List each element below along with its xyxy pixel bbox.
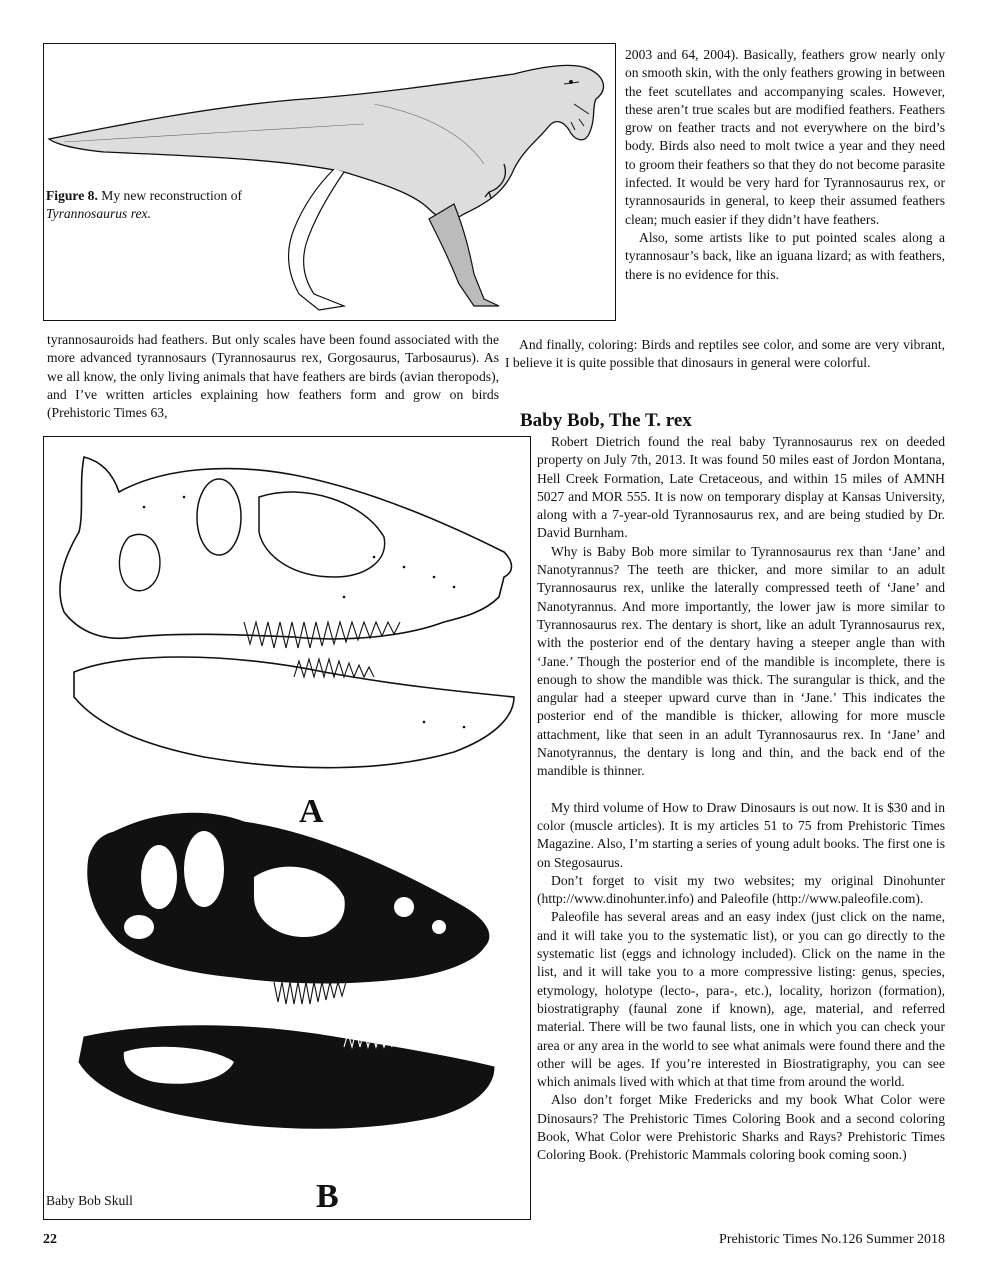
- paragraph-paleofile: Paleofile has several areas and an easy index (just click on the name, and it will take you to the systematic list), or you can go directly to the systematic list (eggs and ichnology included). Click on the name in the list, and it will take you to a more compressive listing: genus, species, etymology, holotype (lecto-, para-, etc.), locality, horizon (formation), biostratigraphy (faunal zone if known), age, material, and referred material. There will be two faunal lists, one in which you can check your area or any area in the world to see what animals were found there and the other will be ages. If you’re interested in Biostratigraphy, you can see which animals lived with which at that time from around the world.: [537, 909, 945, 1090]
- section-heading: Baby Bob, The T. rex: [520, 410, 692, 431]
- figure-8-caption-text: My new reconstruction of: [101, 188, 243, 203]
- skull-figure-box: [43, 436, 531, 1220]
- figure-8-caption: [46, 187, 298, 224]
- paragraph-discovery: Robert Dietrich found the real baby Tyrannosaurus rex on deeded property on July 7th, 2013. It was found 50 miles east of Jordon Montana, Hell Creek Formation, Late Cretaceous, and within 15 miles of AMNH 5027 and MOR 555. It is now on temporary display at Kansas University, along with a 7-year-old Tyrannosaurus rex, and are being studied by Dr. David Burnham.: [537, 434, 945, 541]
- paragraph-coloring-books: Also don’t forget Mike Fredericks and my book What Color were Dinosaurs? The Prehistoric Times Coloring Book and a second coloring Book, What Color were Prehistoric Sharks and Rays? Prehistoric Times Coloring Book. (Prehistoric Mammals coloring book coming soon.): [537, 1092, 945, 1163]
- skull-a-drawing: [60, 457, 514, 768]
- skull-illustrations: [44, 437, 529, 1217]
- label-a: A: [299, 793, 324, 830]
- right-body-text: [537, 433, 945, 1165]
- paragraph-coloring: And finally, coloring: Birds and reptiles see color, and some are very vibrant, I believe it is quite possible that dinosaurs in general were colorful.: [505, 337, 945, 371]
- right-mid-text: [505, 336, 945, 373]
- paragraph-books: My third volume of How to Draw Dinosaurs is out now. It is $30 and in color (muscle articles). It is my articles 51 to 75 from Prehistoric Times Magazine. Also, I’m starting a series of young adult books. The first one is on Stegosaurus.: [537, 799, 945, 870]
- right-top-text: [625, 46, 945, 284]
- figure-8-box: [43, 43, 616, 321]
- figure-8-label: Figure 8.: [46, 188, 98, 203]
- paragraph-websites: Don’t forget to visit my two websites; my original Dinohunter (http://www.dinohunter.info) and Paleofile (http://www.paleofile.com).: [537, 872, 945, 907]
- page-number: 22: [43, 1232, 57, 1247]
- paragraph-scales: Also, some artists like to put pointed scales along a tyrannosaur’s back, like an iguana lizard; as with feathers, there is no evidence for this.: [625, 229, 945, 282]
- skull-b-drawing: [79, 813, 494, 1128]
- paragraph-feathers: 2003 and 64, 2004). Basically, feathers grow nearly only on smooth skin, with the only feathers growing in between the feet scutellates and accompanying scales. However, these aren’t true scales but are modified feathers. Feathers grow on feather tracts and not everywhere on the bird’s body. Birds also need to molt twice a year and they need to groom their feathers so that they do not become parasite infected. It would be very hard for Tyrannosaurus rex, or tyrannosaurids in general, to keep their assumed feathers clean; much easier if they didn’t have feathers.: [625, 47, 945, 227]
- paragraph-tyrannosauroids: tyrannosauroids had feathers. But only scales have been found associated with the more advanced tyrannosaurs (Tyrannosaurus rex, Gorgosaurus, Tarbosaurus). As we all know, the only living animals that have feathers are birds (avian theropods), and I’ve written articles explaining how feathers form and grow on birds (Prehistoric Times 63,: [47, 332, 499, 421]
- skull-caption: Baby Bob Skull: [46, 1193, 133, 1208]
- label-b: B: [316, 1178, 339, 1215]
- trex-reconstruction-illustration: [44, 44, 614, 319]
- figure-8-species: Tyrannosaurus rex.: [46, 206, 151, 222]
- paragraph-comparison: Why is Baby Bob more similar to Tyrannosaurus rex than ‘Jane’ and Nanotyrannus? The teeth are thicker, and more similar to an adult Tyrannosaurus rex, unlike the laterally compressed teeth of ‘Jane’ and Nanotyrannus. And more importantly, the lower jaw is more similar to Tyrannosaurus rex. The dentary is short, like an adult Tyrannosaurus rex, with the posterior end of the dentary having a steeper angle than with ‘Jane.’ Though the posterior end of the mandible is incomplete, there is enough to show the mandible was thick. The surangular is thick, and the angular had a steeper upward curve than in ‘Jane.’ This indicates the posterior end of the mandible is thicker, allowing for more muscle attachment, like that seen in an adult Tyrannosaurus rex. In ‘Jane’ and Nanotyrannus, the dentary is long and thin, and the back end of the mandible is thinner.: [537, 543, 945, 779]
- publication-footer: Prehistoric Times No.126 Summer 2018: [719, 1232, 945, 1247]
- left-mid-text: [47, 331, 499, 422]
